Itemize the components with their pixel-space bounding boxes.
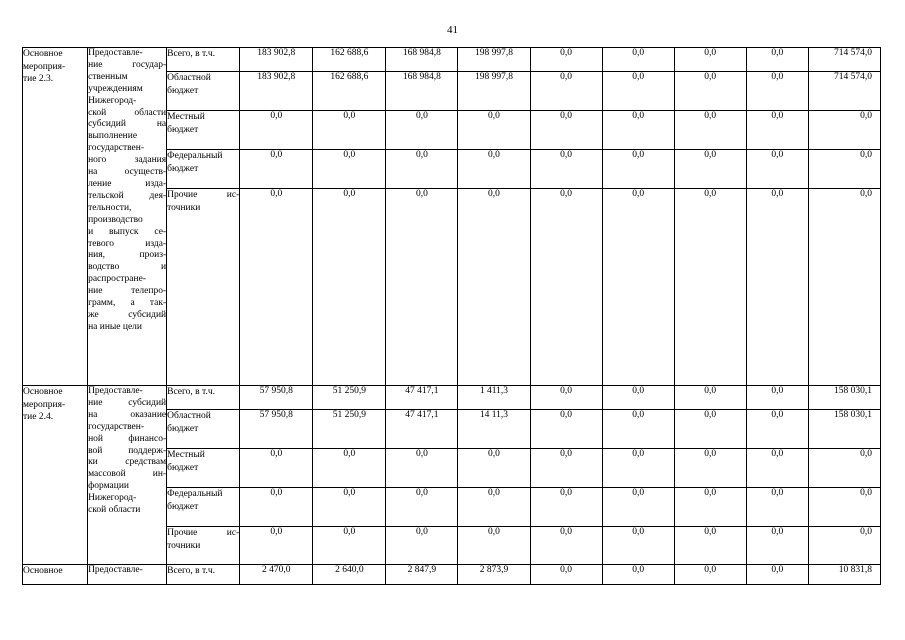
total-value-cell: 0,0 [808,111,880,150]
funding-source-line [167,527,239,540]
year-value-cell: 0,0 [674,72,746,111]
year-value-cell: 162 688,6 [313,48,386,72]
year-value-cell: 0,0 [313,111,386,150]
funding-source-line: Областной [167,411,211,421]
measure-name-line: мероприя- [23,399,66,410]
description-line [88,250,166,262]
year-value-cell: 0,0 [674,111,746,150]
year-value-cell: 2 873,9 [458,565,530,585]
year-value-cell: 168 984,8 [386,48,458,72]
funding-source-line-word: Прочие [167,528,198,538]
funding-source-line: бюджет [167,424,199,434]
total-value-cell: 0,0 [808,449,880,488]
description-line-word: ние [88,286,103,297]
description-line: на иные цели [88,321,143,332]
year-value-cell: 0,0 [313,488,386,527]
year-value-cell: 51 250,9 [313,410,386,449]
year-value-cell: 0,0 [386,150,458,189]
year-value-cell: 0,0 [602,48,674,72]
year-value-cell: 0,0 [458,111,530,150]
year-value-cell: 198 997,8 [458,72,530,111]
year-value-cell: 0,0 [240,527,313,565]
year-value-cell: 168 984,8 [386,72,458,111]
year-value-cell: 198 997,8 [458,48,530,72]
description-line: производство [88,214,143,225]
funding-source-cell [167,111,240,150]
funding-source-line: точники [167,203,201,213]
funding-source-line: Местный [167,112,205,122]
funding-source-cell [167,386,240,410]
funding-source-line: бюджет [167,164,199,174]
year-value-cell: 0,0 [602,150,674,189]
year-value-cell: 2 847,9 [386,565,458,585]
description-line: учреждениям [88,83,143,94]
description-line-word: средствам [125,457,167,468]
year-value-cell: 0,0 [746,565,808,585]
total-value-cell: 0,0 [808,150,880,189]
year-value-cell: 0,0 [530,189,602,386]
description-line: ской области [88,505,141,516]
funding-source-cell [167,565,240,585]
total-value-cell: 0,0 [808,527,880,565]
year-value-cell: 0,0 [746,72,808,111]
description-line [88,398,166,410]
year-value-cell: 51 250,9 [313,386,386,410]
description-line [88,227,166,239]
year-value-cell: 0,0 [240,449,313,488]
year-value-cell: 0,0 [674,410,746,449]
year-value-cell: 0,0 [313,150,386,189]
year-value-cell: 57 950,8 [240,410,313,449]
description-line [88,108,166,120]
description-line [88,286,166,298]
measure-description-cell [88,48,167,386]
description-line: ственным [88,71,128,82]
description-line-word: субсидий [128,309,167,320]
description-line-word: субсидий [128,397,167,408]
description-line-word: вой [88,445,103,456]
description-line-word: ного [88,155,107,166]
funding-source-cell [167,527,240,565]
measure-name-line: Основное [23,49,63,59]
description-line-word: се- [154,226,167,237]
funding-source-line: Всего, в т.ч. [167,566,216,576]
year-value-cell: 0,0 [674,48,746,72]
description-line [88,119,166,131]
description-line [88,239,166,251]
description-line [88,155,166,167]
description-line-word: и [161,262,167,273]
total-value-cell: 714 574,0 [808,48,880,72]
year-value-cell: 0,0 [674,189,746,386]
year-value-cell: 0,0 [674,449,746,488]
year-value-cell: 0,0 [313,189,386,386]
year-value-cell: 0,0 [602,449,674,488]
funding-source-cell [167,150,240,189]
description-line [88,457,166,469]
description-line [88,60,166,72]
year-value-cell: 57 950,8 [240,386,313,410]
year-value-cell: 0,0 [530,449,602,488]
description-line [88,167,166,179]
description-line: Предоставле- [88,386,143,396]
description-line [88,310,166,322]
year-value-cell: 0,0 [602,386,674,410]
description-line [88,298,166,310]
funding-source-cell [167,189,240,386]
year-value-cell: 0,0 [386,111,458,150]
measure-name-line: мероприя- [23,61,66,72]
year-value-cell: 0,0 [602,72,674,111]
description-line-word: изда- [145,178,167,189]
funding-source-line: бюджет [167,463,199,473]
description-line-word: на [88,409,98,420]
year-value-cell: 1 411,3 [458,386,530,410]
description-line-word: тельской [88,190,124,201]
description-line-word: же [88,309,99,320]
year-value-cell: 183 902,8 [240,48,313,72]
funding-source-line-word: Прочие [167,190,198,200]
year-value-cell: 0,0 [602,111,674,150]
year-value-cell: 0,0 [674,386,746,410]
year-value-cell: 183 902,8 [240,72,313,111]
year-value-cell: 0,0 [746,111,808,150]
funding-source-cell [167,488,240,527]
description-line: формации [88,481,129,492]
description-line-word: грамм, [88,298,116,309]
budget-table-body [23,48,881,585]
funding-source-line-word: ис- [226,190,240,200]
year-value-cell: 0,0 [240,111,313,150]
year-value-cell: 0,0 [674,150,746,189]
description-line-word: телепро- [131,286,167,297]
description-line: распростране- [88,274,146,285]
year-value-cell: 47 417,1 [386,410,458,449]
description-line-word: выпуск [109,226,139,237]
measure-name-cell [23,565,88,585]
description-line-word: области [134,107,167,118]
description-line-word: изда- [145,238,167,249]
funding-source-cell [167,72,240,111]
funding-source-cell [167,410,240,449]
description-line [88,410,166,422]
year-value-cell: 0,0 [530,48,602,72]
description-line-word: государ- [132,59,167,70]
year-value-cell: 2 470,0 [240,565,313,585]
funding-source-line: Федеральный [167,151,223,161]
year-value-cell: 0,0 [602,488,674,527]
description-line-word: дея- [149,190,167,201]
funding-source-line: бюджет [167,502,199,512]
funding-source-line: точники [167,541,201,551]
measure-name-line: тие 2.3. [23,74,54,84]
funding-source-cell [167,449,240,488]
year-value-cell: 0,0 [240,150,313,189]
description-line-word: и [88,226,94,237]
funding-source-line: Всего, в т.ч. [167,49,216,59]
description-line-word: ской [88,107,107,118]
total-value-cell: 10 831,8 [808,565,880,585]
year-value-cell: 0,0 [313,527,386,565]
year-value-cell: 0,0 [240,189,313,386]
year-value-cell: 0,0 [530,386,602,410]
year-value-cell: 0,0 [458,150,530,189]
description-line-word: массовой [88,469,126,480]
measure-name-line: Основное [23,566,63,576]
description-line-word: задания [134,155,167,166]
year-value-cell: 0,0 [674,527,746,565]
measure-description-cell [88,565,167,585]
description-line-word: субсидий [88,119,126,130]
year-value-cell: 0,0 [530,150,602,189]
year-value-cell: 0,0 [746,527,808,565]
year-value-cell: 0,0 [602,527,674,565]
description-line: тельности, [88,202,132,213]
description-line: государствен- [88,143,145,154]
description-line [88,446,166,458]
funding-source-cell [167,48,240,72]
year-value-cell: 0,0 [746,488,808,527]
year-value-cell: 47 417,1 [386,386,458,410]
table-row [23,48,881,72]
description-line: Предоставле- [88,565,143,575]
year-value-cell: 0,0 [458,488,530,527]
funding-source-line: Всего, в т.ч. [167,387,216,397]
description-line-word: поддерж- [128,445,167,456]
measure-name-cell [23,48,88,386]
description-line [88,179,166,191]
budget-table [22,47,881,585]
table-row [23,565,881,585]
description-line: Предоставле- [88,48,143,58]
description-line: Нижегород- [88,95,137,106]
description-line [88,262,166,274]
description-line-word: ние [88,397,103,408]
description-line-word: ление [88,178,112,189]
description-line-word: ки [88,457,98,468]
year-value-cell: 0,0 [746,48,808,72]
funding-source-line: Областной [167,73,211,83]
measure-name-cell [23,386,88,565]
year-value-cell: 0,0 [746,150,808,189]
year-value-cell: 14 11,3 [458,410,530,449]
description-line-word: ин- [152,469,167,480]
description-line-word: ной [88,433,103,444]
description-line-word: на [88,167,98,178]
table-row [23,386,881,410]
year-value-cell: 0,0 [602,410,674,449]
year-value-cell: 0,0 [386,527,458,565]
measure-name-line: Основное [23,387,63,397]
description-line-word: ния, [88,250,105,261]
year-value-cell: 0,0 [746,386,808,410]
year-value-cell: 0,0 [530,72,602,111]
page-number: 41 [447,24,458,36]
year-value-cell: 0,0 [386,488,458,527]
year-value-cell: 0,0 [674,488,746,527]
measure-description-cell [88,386,167,565]
year-value-cell: 0,0 [530,111,602,150]
year-value-cell: 0,0 [530,410,602,449]
description-line-word: на [156,119,167,130]
year-value-cell: 0,0 [746,189,808,386]
funding-source-line: Федеральный [167,489,223,499]
year-value-cell: 0,0 [386,189,458,386]
year-value-cell: 2 640,0 [313,565,386,585]
description-line-word: а [130,298,135,309]
description-line-word: водство [88,262,120,273]
year-value-cell: 0,0 [746,410,808,449]
year-value-cell: 0,0 [458,189,530,386]
year-value-cell: 0,0 [746,449,808,488]
year-value-cell: 0,0 [530,488,602,527]
year-value-cell: 0,0 [530,565,602,585]
year-value-cell: 0,0 [386,449,458,488]
funding-source-line: бюджет [167,86,199,96]
funding-source-line-word: ис- [226,528,240,538]
description-line: государствен- [88,421,145,432]
year-value-cell: 0,0 [674,565,746,585]
description-line-word: ние [88,59,103,70]
total-value-cell: 158 030,1 [808,410,880,449]
funding-source-line: Местный [167,450,205,460]
description-line-word: осуществ- [124,167,167,178]
total-value-cell: 0,0 [808,488,880,527]
year-value-cell: 162 688,6 [313,72,386,111]
description-line-word: произ- [139,250,167,261]
description-line [88,469,166,481]
year-value-cell: 0,0 [530,527,602,565]
description-line-word: финансо- [128,433,167,444]
year-value-cell: 0,0 [240,488,313,527]
measure-name-line: тие 2.4. [23,412,54,422]
year-value-cell: 0,0 [602,565,674,585]
year-value-cell: 0,0 [458,449,530,488]
year-value-cell: 0,0 [458,527,530,565]
description-line [88,434,166,446]
description-line-word: так- [149,298,167,309]
description-line: выполнение [88,131,138,142]
year-value-cell: 0,0 [602,189,674,386]
description-line-word: оказание [130,409,167,420]
total-value-cell: 158 030,1 [808,386,880,410]
description-line: Нижегород- [88,493,137,504]
funding-source-line [167,189,239,202]
total-value-cell: 0,0 [808,189,880,386]
funding-source-line: бюджет [167,125,199,135]
description-line-word: тевого [88,238,115,249]
year-value-cell: 0,0 [313,449,386,488]
total-value-cell: 714 574,0 [808,72,880,111]
description-line [88,191,166,203]
